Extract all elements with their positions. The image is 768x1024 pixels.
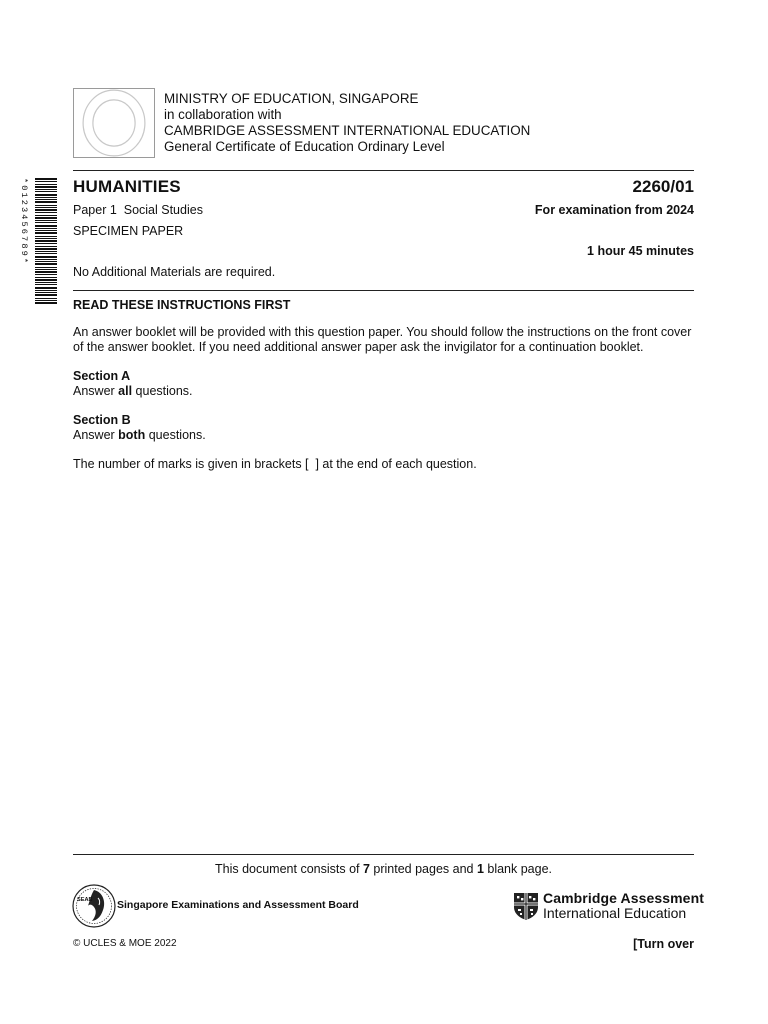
barcode-bar [35, 290, 57, 291]
barcode-bar [35, 232, 57, 234]
barcode-bar [35, 215, 57, 216]
barcode [18, 178, 62, 306]
barcode-bar [35, 191, 57, 192]
barcode-bar [35, 287, 57, 289]
barcode-bar [35, 212, 57, 213]
barcode-bar [35, 236, 57, 237]
blank-page-count: 1 [476, 862, 484, 876]
marks-note: The number of marks is given in brackets [ ] at the end of each question. [73, 457, 477, 471]
section-b-pre: Answer [73, 428, 119, 442]
barcode-bar [35, 263, 57, 265]
o-level-letter-icon [74, 89, 154, 157]
instructions-heading: READ THESE INSTRUCTIONS FIRST [73, 298, 291, 312]
cambridge-logo [513, 892, 539, 921]
barcode-bar [35, 294, 57, 296]
header-line-certificate: General Certificate of Education Ordinary Level [164, 139, 445, 154]
subject-title: HUMANITIES [73, 177, 181, 196]
barcode-bar [35, 279, 57, 281]
barcode-bar [35, 267, 57, 268]
page-count-pre: This document consists of [214, 862, 363, 876]
barcode-bar [35, 189, 57, 190]
barcode-bar [35, 300, 57, 301]
barcode-bar [35, 302, 57, 304]
turn-over: [Turn over [633, 937, 694, 951]
section-b-text [73, 428, 206, 442]
paper-name: Paper 1 Social Studies [73, 203, 203, 217]
barcode-bar [35, 277, 57, 278]
issuing-bodies [164, 91, 530, 155]
seab-logo [72, 880, 118, 930]
header-line-collaboration: in collaboration with [164, 107, 282, 122]
barcode-bar [35, 248, 57, 250]
barcode-bar [35, 201, 57, 203]
section-b-post: questions. [145, 428, 206, 442]
barcode-bar [35, 243, 57, 244]
cambridge-name-line2: International Education [543, 905, 687, 921]
copyright: © UCLES & MOE 2022 [73, 938, 177, 949]
barcode-text: *0123456789* [19, 178, 29, 266]
section-a-post: questions. [132, 384, 193, 398]
barcode-bar [35, 220, 57, 221]
instructions-paragraph: An answer booklet will be provided with this question paper. You should follow the instructions on the front cover of the answer booklet. If you need additional answer paper ask the invigilator for a continuation booklet. [73, 325, 692, 354]
footer-divider [73, 854, 694, 855]
barcode-icon [18, 178, 62, 306]
barcode-bar [35, 184, 57, 185]
paper-code: 2260/01 [632, 177, 694, 196]
barcode-bar [35, 271, 57, 273]
barcode-bar [35, 205, 57, 206]
page-count-post: blank page. [483, 862, 553, 876]
section-a-pre: Answer [73, 384, 119, 398]
barcode-bar [35, 194, 57, 196]
section-a-emphasis: all [118, 384, 133, 398]
level-logo [73, 88, 155, 158]
barcode-bar [35, 199, 57, 200]
instructions-divider [73, 290, 694, 291]
seab-lion-icon [72, 880, 118, 930]
barcode-bar [35, 178, 57, 180]
barcode-bar [35, 251, 57, 252]
barcode-bar [35, 298, 57, 299]
header-divider [73, 170, 694, 171]
barcode-bar [35, 240, 57, 242]
section-b-emphasis: both [118, 428, 146, 442]
header-line-cambridge: CAMBRIDGE ASSESSMENT INTERNATIONAL EDUCATION [164, 123, 531, 138]
seab-logo-text: SEAB [77, 897, 93, 903]
section-a-text [73, 384, 193, 398]
barcode-bar [35, 261, 57, 262]
header-line-ministry: MINISTRY OF EDUCATION, SINGAPORE [164, 91, 419, 106]
barcode-bar [35, 225, 57, 227]
section-a-title: Section A [73, 369, 131, 383]
barcode-bar [35, 222, 57, 223]
barcode-bar [35, 207, 57, 208]
duration: 1 hour 45 minutes [587, 244, 694, 258]
barcode-bar [35, 253, 57, 254]
barcode-bar [35, 238, 57, 239]
materials-note: No Additional Materials are required. [73, 265, 276, 279]
cambridge-shield-icon [513, 892, 539, 921]
barcode-bar [35, 228, 57, 229]
barcode-bar [35, 282, 57, 283]
exam-from: For examination from 2024 [534, 203, 694, 217]
section-b-title: Section B [73, 413, 131, 427]
barcode-bar [35, 181, 57, 182]
barcode-bar [35, 186, 57, 188]
barcode-bar [35, 269, 57, 270]
seab-name: Singapore Examinations and Assessment Board [117, 899, 359, 911]
barcode-bar [35, 284, 57, 285]
specimen-label: SPECIMEN PAPER [73, 224, 184, 238]
barcode-bar [35, 246, 57, 247]
printed-page-count: 7 [362, 862, 370, 876]
barcode-bar [35, 259, 57, 260]
page-count-mid: printed pages and [369, 862, 477, 876]
barcode-bar [35, 209, 57, 211]
barcode-bar [35, 217, 57, 219]
barcode-bar [35, 256, 57, 258]
barcode-bar [35, 197, 57, 198]
barcode-bar [35, 230, 57, 231]
cambridge-name-line1: Cambridge Assessment [543, 890, 704, 906]
barcode-bar [35, 292, 57, 293]
page-count-note [73, 862, 694, 876]
barcode-bar [35, 274, 57, 275]
